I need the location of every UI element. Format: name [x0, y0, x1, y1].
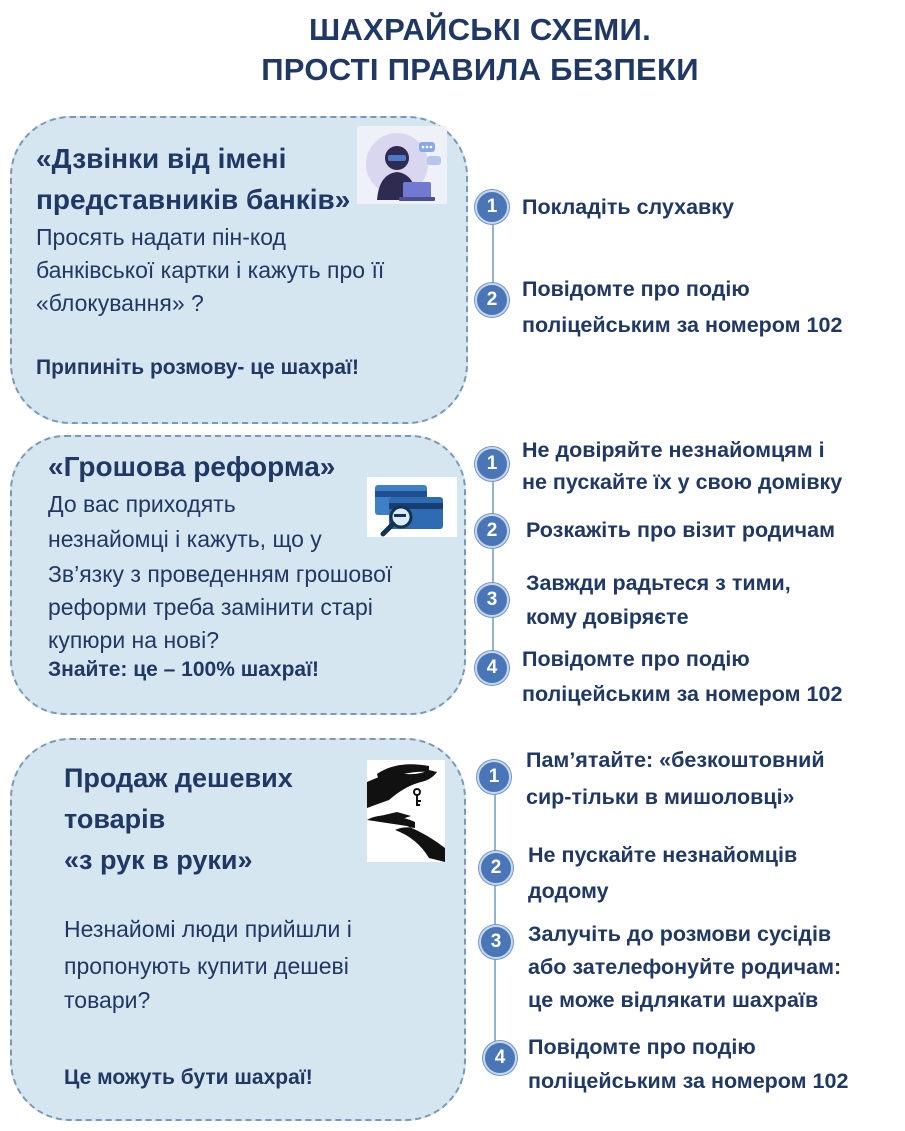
cheap-goods-text-line-1: Незнайомі люди прийшли і: [64, 916, 352, 942]
hands-passing-keys-illustration: [367, 760, 445, 862]
cheap-goods-rule-1-text-line-2: сир-тільки в мишоловці»: [526, 785, 795, 809]
money-reform-rule-1-text-line-2: не пускайте їх у свою домівку: [522, 470, 843, 494]
bank-calls-warning: Припиніть розмову- це шахраї!: [36, 356, 359, 379]
cheap-goods-rule-2-text-line-1: Не пускайте незнайомців: [528, 843, 798, 867]
cheap-goods-rule-1-text-line-1: Пам’ятайте: «безкоштовний: [526, 748, 825, 772]
cheap-goods-text-line-2: пропонують купити дешеві: [64, 953, 349, 979]
page-title-line-1: ШАХРАЙСЬКІ СХЕМИ.: [308, 12, 652, 47]
money-reform-rule-2-text: Розкажіть про візит родичам: [526, 518, 836, 542]
money-reform-heading: «Грошова реформа»: [48, 451, 336, 482]
money-reform-rule-1-number: 1: [475, 447, 509, 481]
money-reform-rule-3-number: 3: [475, 583, 509, 617]
cheap-goods-rules-timeline: [494, 776, 496, 1058]
bank-calls-rule-1-text: Покладіть слухавку: [522, 195, 734, 219]
cheap-goods-rule-4-text-line-2: поліцейським за номером 102: [528, 1069, 849, 1093]
bank-calls-rule-2-text-line-2: поліцейським за номером 102: [522, 313, 843, 337]
cheap-goods-rule-3-text-line-3: це може відлякати шахраїв: [528, 988, 819, 1012]
bank-calls-text-line-2: банківської картки і кажуть про її: [36, 257, 385, 283]
money-reform-text-line-4: реформи треба замінити старі: [48, 594, 373, 620]
money-reform-warning: Знайте: це – 100% шахраї!: [48, 658, 319, 681]
money-reform-rules-timeline: [492, 463, 494, 668]
bank-calls-text-line-3: «блокування» ?: [36, 290, 204, 316]
cheap-goods-warning: Це можуть бути шахраї!: [64, 1066, 313, 1089]
bank-calls-rule-2-number: 2: [475, 283, 509, 317]
cheap-goods-rule-4-number: 4: [483, 1041, 517, 1075]
money-reform-text-line-1: До вас приходять: [48, 491, 236, 517]
cheap-goods-heading-line-3: «з рук в руки»: [64, 845, 253, 875]
money-reform-rule-4-number: 4: [475, 651, 509, 685]
bank-cards-magnifier-illustration: [367, 477, 457, 537]
cheap-goods-heading-line-2: товарів: [64, 804, 166, 834]
money-reform-rule-1-text-line-1: Не довіряйте незнайомцям і: [522, 438, 825, 462]
bank-calls-rule-2-text-line-1: Повідомте про подію: [522, 277, 750, 301]
cheap-goods-text-line-3: товари?: [64, 987, 151, 1013]
money-reform-text-line-2: незнайомці і кажуть, що у: [48, 526, 322, 552]
cheap-goods-rule-3-text-line-1: Залучіть до розмови сусідів: [528, 922, 832, 946]
money-reform-text-line-3: Зв’язку з проведенням грошової: [48, 561, 393, 587]
cheap-goods-rule-2-text-line-2: додому: [528, 879, 609, 903]
money-reform-rule-4-text-line-2: поліцейським за номером 102: [522, 682, 843, 706]
cheap-goods-heading-line-1: Продаж дешевих: [64, 763, 293, 793]
page-title-line-2: ПРОСТІ ПРАВИЛА БЕЗПЕКИ: [261, 52, 699, 87]
hacker-at-laptop-illustration: [357, 126, 447, 204]
money-reform-text-line-5: купюри на нові?: [48, 627, 220, 653]
bank-calls-heading-line-2: представників банків»: [36, 184, 351, 215]
money-reform-rule-4-text-line-1: Повідомте про подію: [522, 647, 750, 671]
cheap-goods-rule-4-text-line-1: Повідомте про подію: [528, 1035, 756, 1059]
bank-calls-heading-line-1: «Дзвінки від імені: [36, 143, 287, 174]
bank-calls-text-line-1: Просять надати пін-код: [36, 224, 286, 250]
money-reform-rule-3-text-line-2: кому довіряєте: [526, 605, 689, 629]
cheap-goods-rule-1-number: 1: [477, 760, 511, 794]
money-reform-rule-2-number: 2: [475, 514, 509, 548]
cheap-goods-rule-2-number: 2: [479, 851, 513, 885]
money-reform-rule-3-text-line-1: Завжди радьтеся з тими,: [526, 571, 791, 595]
cheap-goods-rule-3-number: 3: [479, 925, 513, 959]
bank-calls-rule-1-number: 1: [475, 190, 509, 224]
cheap-goods-rule-3-text-line-2: або зателефонуйте родичам:: [528, 955, 842, 979]
